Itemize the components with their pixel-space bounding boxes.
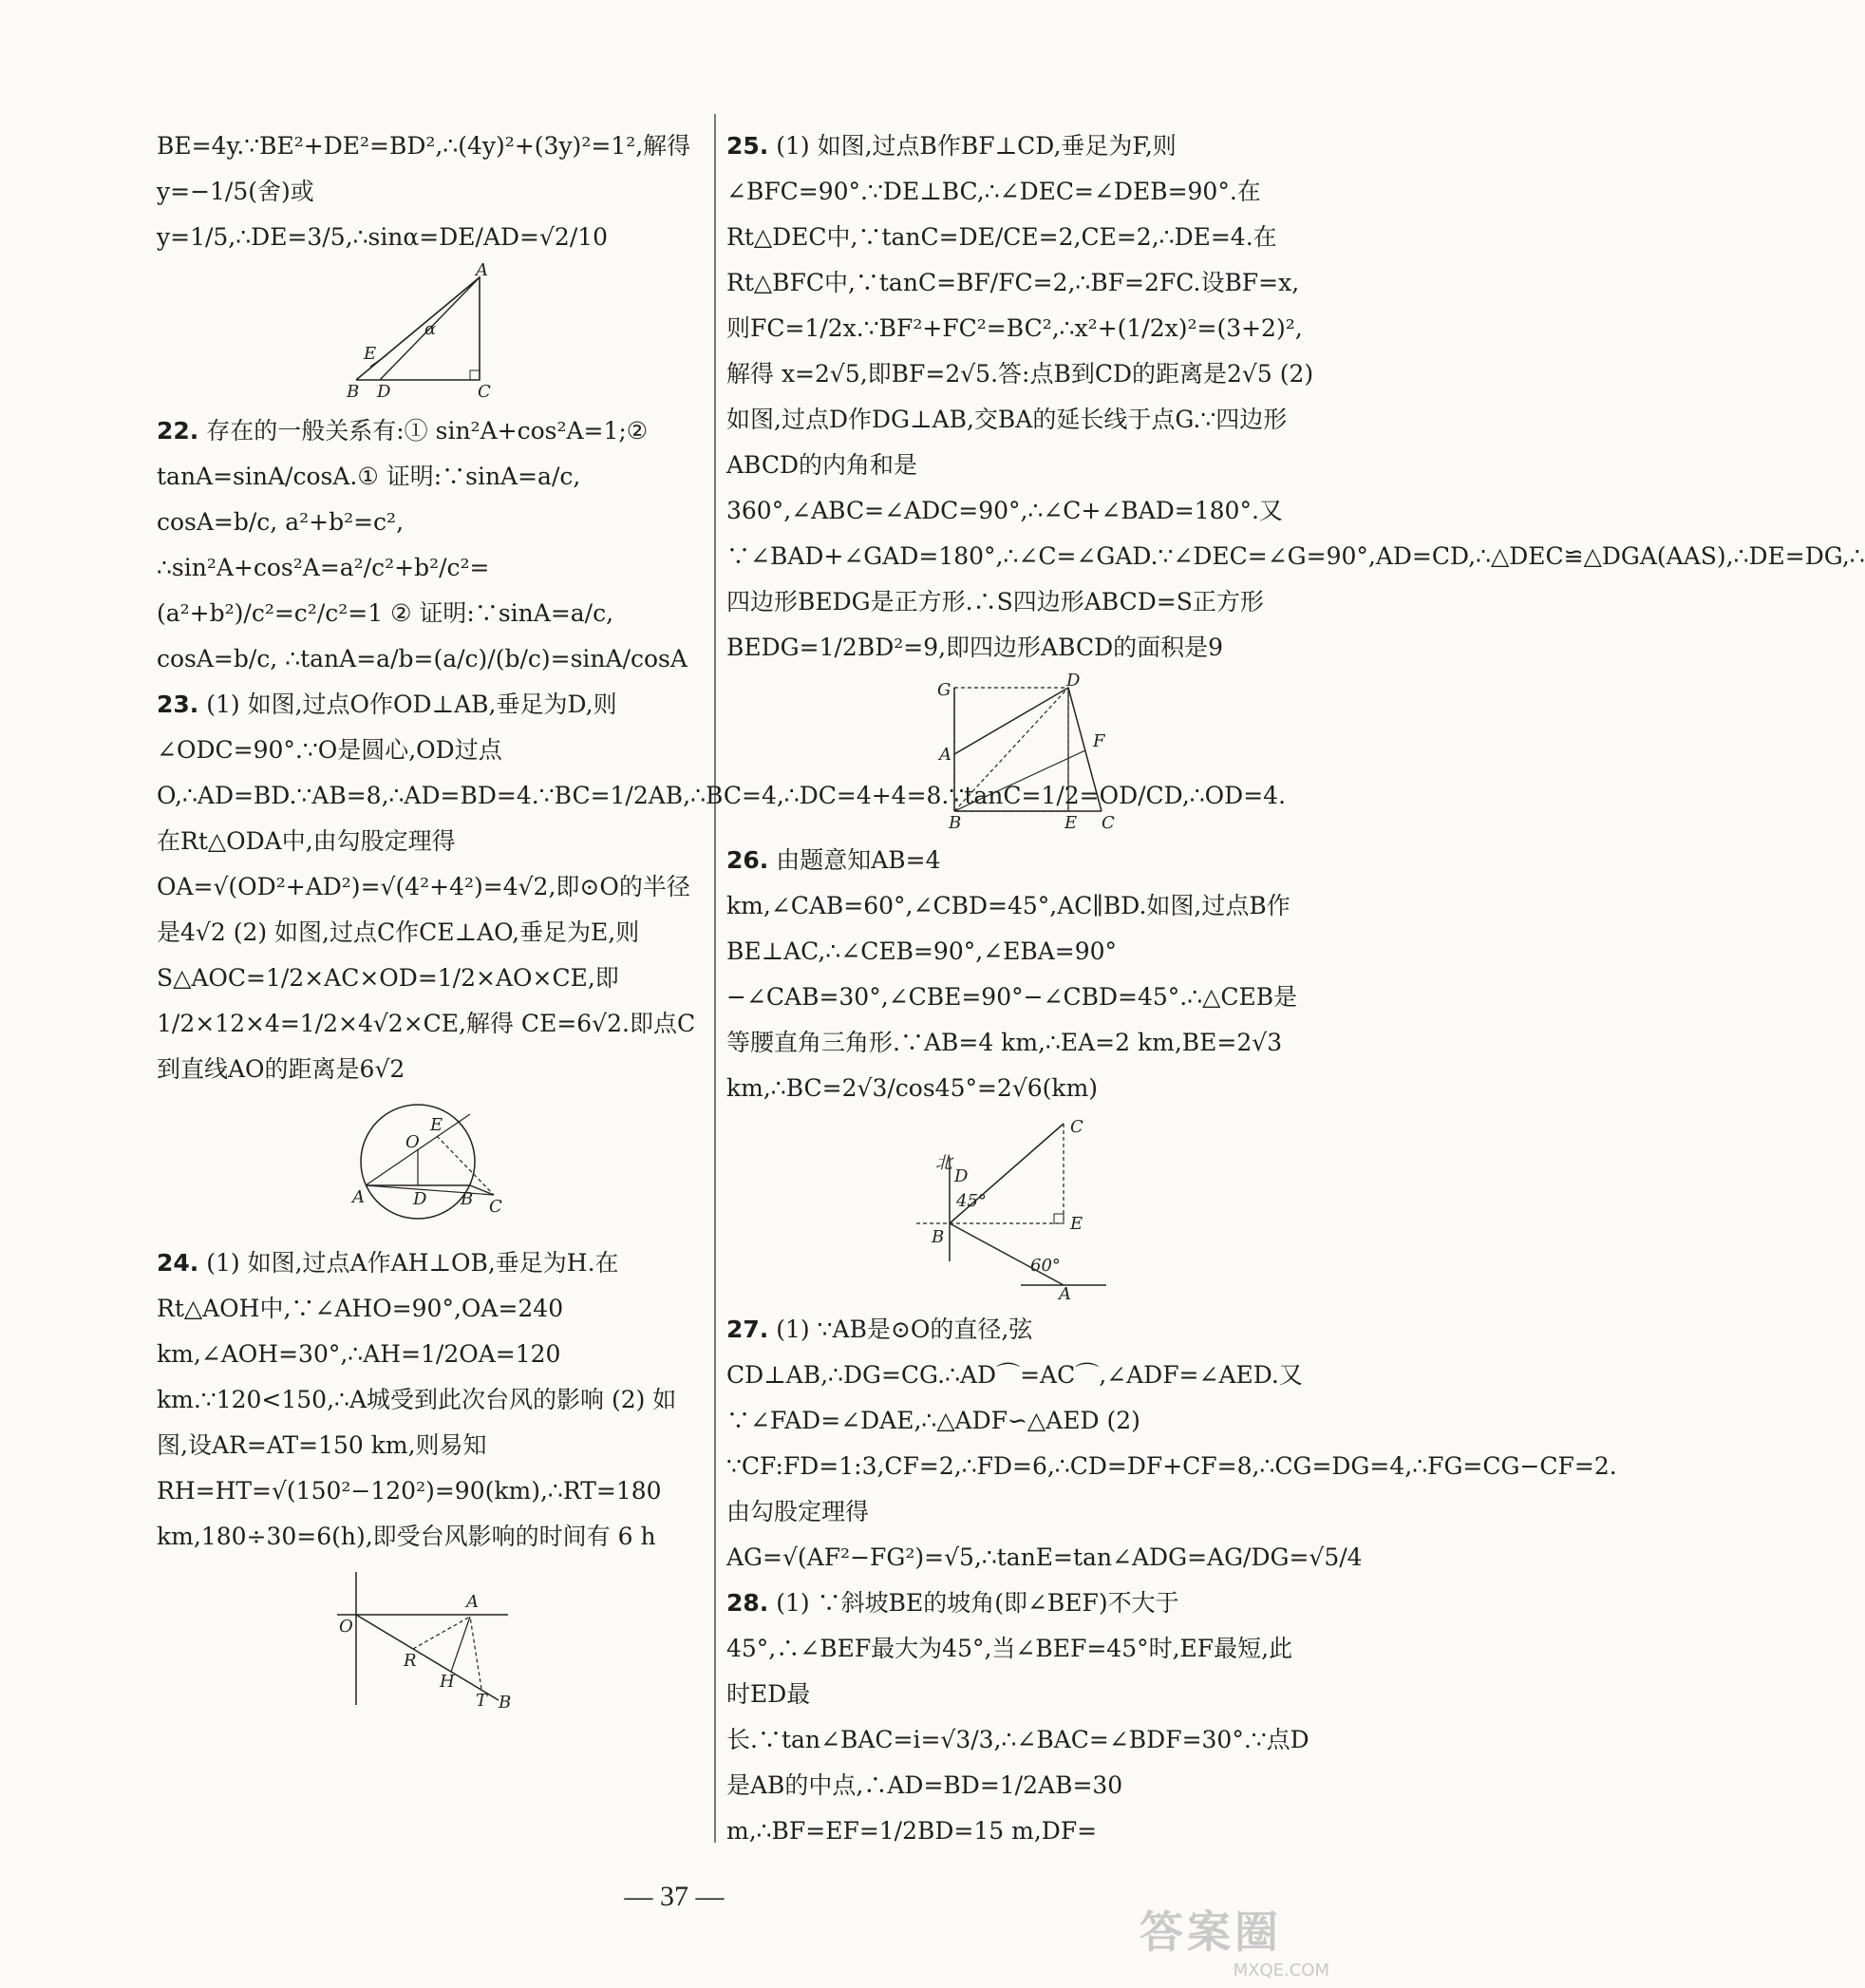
q27-text: (1) ∵AB是⊙O的直径,弦CD⊥AB,∴DG=CG.∴AD⌒=AC⌒,∠ADF=∠AED.又∵∠FAD=∠DAE,∴△ADF∽△AED (2) ∵CF:FD=1:3,CF=2,∴FD=6,∴CD=DF+CF=8,∴CG=DG=4,∴FG=CG−CF=2.由勾股定理得 AG=√(AF²−FG²)=√5,∴tanE=tan∠ADG=AG/DG=√5/4 [726,1316,1617,1571]
fig1-label-b: B [347,382,360,402]
q21-continuation: BE=4y.∵BE²+DE²=BD²,∴(4y)²+(3y)²=1²,解得 y=−1/5(舍)或 y=1/5,∴DE=3/5,∴sinα=DE/AD=√2/10 [157,132,691,251]
q24-number: 24. [157,1249,199,1277]
q22-text: 存在的一般关系有:① sin²A+cos²A=1;② tanA=sinA/cosA.① 证明:∵sinA=a/c, cosA=b/c, a²+b²=c², ∴sin²A+cos²A=a²/c²+b²/c²=(a²+b²)/c²=c²/c²=1 ② 证明:∵sinA=a/c, cosA=b/c, ∴tanA=a/b=(a/c)/(b/c)=sinA/cosA [157,417,688,672]
fig1-label-a: A [476,260,488,280]
q24-text: (1) 如图,过点A作AH⊥OB,垂足为H.在Rt△AOH中,∵∠AHO=90°,OA=240 km,∠AOH=30°,∴AH=1/2OA=120 km.∵120<150,∴A城受到此次台风的影响 (2) 如图,设AR=AT=150 km,则易知 RH=HT=√(150²−120²)=90(km),∴RT=180 km,180÷30=6(h),即受台风影响的时间有 6 h [157,1249,677,1550]
fig1-label-e: E [364,344,377,364]
fig1-label-d: D [377,382,391,402]
question-28 [726,1581,1315,1854]
page-number: — 37 — [624,1881,725,1912]
fig5-label-60: 60° [1030,1256,1061,1276]
q25-number: 25. [726,132,769,160]
q28-number: 28. [726,1589,769,1617]
q27-number: 27. [726,1316,769,1343]
watermark-logo [1140,1898,1329,1980]
fig3-label-o: O [339,1617,353,1637]
fig4-label-g: G [937,680,951,700]
fig2-label-o: O [405,1132,420,1152]
column-divider [714,114,716,1843]
figure-navigation [897,1117,1144,1304]
q23-number: 23. [157,691,199,718]
figure-triangle-abc [328,260,537,402]
fig4-label-c: C [1102,813,1115,833]
fig4-label-d: D [1066,671,1081,691]
figure-circle-o [328,1100,537,1233]
fig3-label-t: T [476,1691,488,1711]
fig5-label-d: D [954,1166,969,1186]
fig2-label-b: B [461,1189,474,1209]
fig5-label-a: A [1059,1284,1071,1304]
fig2-label-c: C [489,1197,502,1217]
question-27 [726,1307,1617,1581]
fig4-label-a: A [939,745,951,765]
q23-text: (1) 如图,过点O作OD⊥AB,垂足为D,则∠ODC=90°.∵O是圆心,OD过点O,∴AD=BD.∵AB=8,∴AD=BD=4.∵BC=1/2AB,∴BC=4,∴DC=4+4=8.∵tanC=1/2=OD/CD,∴OD=4.在Rt△ODA中,由勾股定理得 OA=√(OD²+AD²)=√(4²+4²)=4√2,即⊙O的半径是4√2 (2) 如图,过点C作CE⊥AO,垂足为E,则S△AOC=1/2×AC×OD=1/2×AO×CE,即1/2×12×4=1/2×4√2×CE,解得 CE=6√2.即点C到直线AO的距离是6√2 [157,691,1287,1083]
fig3-label-h: H [440,1672,455,1692]
q26-text: 由题意知AB=4 km,∠CAB=60°,∠CBD=45°,AC∥BD.如图,过点B作BE⊥AC,∴∠CEB=90°,∠EBA=90°−∠CAB=30°,∠CBE=90°−∠CBD=45°.∴△CEB是等腰直角三角形.∵AB=4 km,∴EA=2 km,BE=2√3 km,∴BC=2√3/cos45°=2√6(km) [726,846,1298,1102]
fig4-label-b: B [949,813,962,833]
fig5-label-north: 北 [935,1153,952,1173]
fig3-label-a: A [466,1592,479,1612]
fig2-label-e: E [430,1115,443,1135]
fig1-label-alpha: α [424,319,437,339]
fig5-label-45: 45° [956,1191,987,1211]
question-24 [157,1240,707,1560]
fig2-label-a: A [352,1187,365,1207]
q25-text: (1) 如图,过点B作BF⊥CD,垂足为F,则∠BFC=90°.∵DE⊥BC,∴∠DEC=∠DEB=90°.在Rt△DEC中,∵tanC=DE/CE=2,CE=2,∴DE=4.在Rt△BFC中,∵tanC=BF/FC=2,∴BF=2FC.设BF=x,则FC=1/2x.∵BF²+FC²=BC²,∴x²+(1/2x)²=(3+2)²,解得 x=2√5,即BF=2√5.答:点B到CD的距离是2√5 (2) 如图,过点D作DG⊥AB,交BA的延长线于点G.∵四边形ABCD的内角和是360°,∠ABC=∠ADC=90°,∴∠C+∠BAD=180°.又∵∠BAD+∠GAD=180°,∴∠C=∠GAD.∵∠DEC=∠G=90°,AD=CD,∴△DEC≌△DGA(AAS),∴DE=DG,∴四边形BEDG是正方形.∴S四边形ABCD=S正方形BEDG=1/2BD²=9,即四边形ABCD的面积是9 [726,132,1865,661]
figure-quadrilateral [916,671,1125,833]
fig3-label-b: B [499,1693,512,1713]
right-column [726,123,1865,1854]
watermark-text: 答案圈 [1140,1906,1282,1958]
fig3-label-r: R [404,1651,417,1671]
question-26 [726,838,1315,1111]
figure-typhoon [318,1567,546,1713]
q28-text: (1) ∵斜坡BE的坡角(即∠BEF)不大于45°,∴∠BEF最大为45°,当∠BEF=45°时,EF最短,此时ED最长.∵tan∠BAC=i=√3/3,∴∠BAC=∠BDF=30°.∵点D是AB的中点,∴AD=BD=1/2AB=30 m,∴BF=EF=1/2BD=15 m,DF= [726,1589,1309,1845]
question-22 [157,408,707,682]
fig2-label-d: D [413,1189,427,1209]
fig5-label-c: C [1070,1117,1083,1137]
fig5-label-e: E [1070,1214,1083,1234]
fig4-label-f: F [1093,731,1105,751]
fig5-label-b: B [932,1227,945,1247]
question-25 [726,123,1865,671]
fig4-label-e: E [1064,813,1078,833]
fig1-label-c: C [478,382,491,402]
watermark-url: MXQE.COM [1233,1960,1329,1980]
q22-number: 22. [157,417,199,445]
q26-number: 26. [726,846,769,874]
